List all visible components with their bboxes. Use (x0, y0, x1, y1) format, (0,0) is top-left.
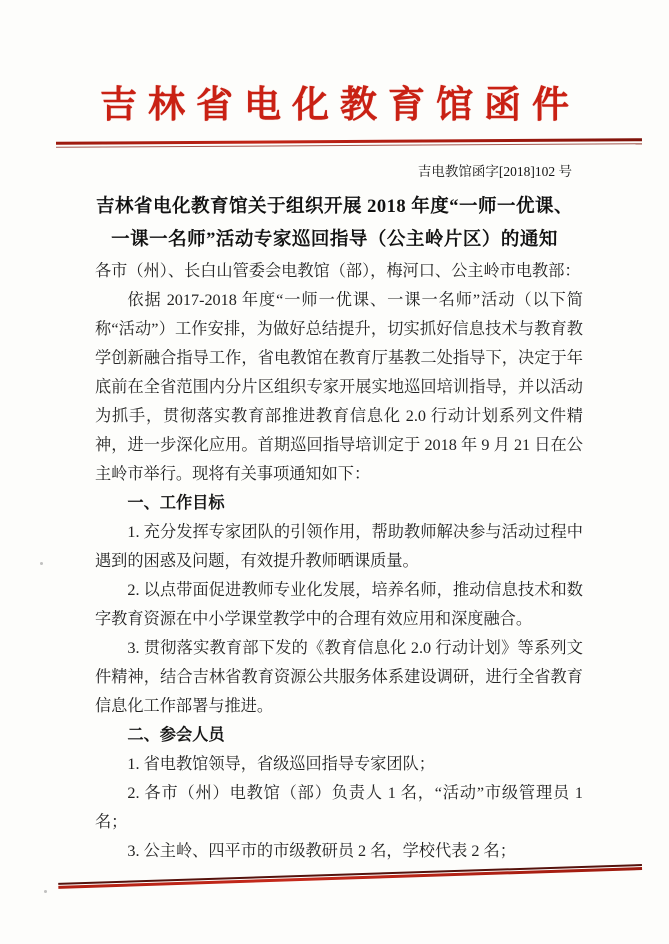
document-reference-number: 吉电教馆函字[2018]102 号 (417, 164, 572, 179)
notice-title-line1: 吉林省电化教育馆关于组织开展 2018 年度“一师一优课、 (95, 197, 573, 217)
scan-speck (44, 890, 47, 893)
section-2-heading: 二、参会人员 (127, 726, 225, 744)
salutation-line: 各市（州）、长白山管委会电教馆（部），梅河口、公主岭市电教部： (95, 262, 581, 280)
header-double-rule (56, 138, 642, 148)
notice-title (0, 191, 669, 257)
section-2-item-1: 1. 省电教馆领导，省级巡回指导专家团队； (127, 755, 435, 773)
intro-paragraph: 依据 2017-2018 年度“一师一优课、一课一名师”活动（以下简称“活动”）工作安排，为做好总结提升，切实抓好信息技术与教育教学创新融合指导工作，省电教馆在教育厅基教二处指导下，决定于年底前在全省范围内分片区组织专家开展实地巡回培训指导，并以活动为抓手，贯彻落实教育部推进教育信息化 2.0 行动计划系列文件精神，进一步深化应用。首期巡回指导培训定于 2018 年 9 月 21 日在公主岭市举行。现将有关事项通知如下： (95, 291, 583, 483)
notice-body (95, 257, 583, 866)
section-1-item-3: 3. 贯彻落实教育部下发的《教育信息化 2.0 行动计划》等系列文件精神，结合吉林省教育资源公共服务体系建设调研，进行全省教育信息化工作部署与推进。 (95, 639, 583, 715)
notice-title-line2: 一课一名师”活动专家巡回指导（公主岭片区）的通知 (111, 230, 558, 250)
section-1-item-1: 1. 充分发挥专家团队的引领作用，帮助教师解决参与活动过程中遇到的困惑及问题，有效提升教师晒课质量。 (95, 523, 583, 570)
letterhead-org-title: 吉林省电化教育馆函件 (100, 85, 580, 126)
footer-rule-thin-line (58, 864, 642, 884)
footer-double-rule (58, 864, 642, 889)
section-2-item-2: 2. 各市（州）电教馆（部）负责人 1 名，“活动”市级管理员 1 名； (95, 784, 583, 831)
section-1-item-2: 2. 以点带面促进教师专业化发展，培养名师，推动信息技术和数字教育资源在中小学课堂教学中的合理有效应用和深度融合。 (95, 581, 583, 628)
section-1-heading: 一、工作目标 (127, 494, 225, 512)
scan-speck (40, 562, 43, 565)
section-2-item-3: 3. 公主岭、四平市的市级教研员 2 名，学校代表 2 名； (127, 842, 516, 860)
footer-rule-thick-line (58, 867, 642, 889)
